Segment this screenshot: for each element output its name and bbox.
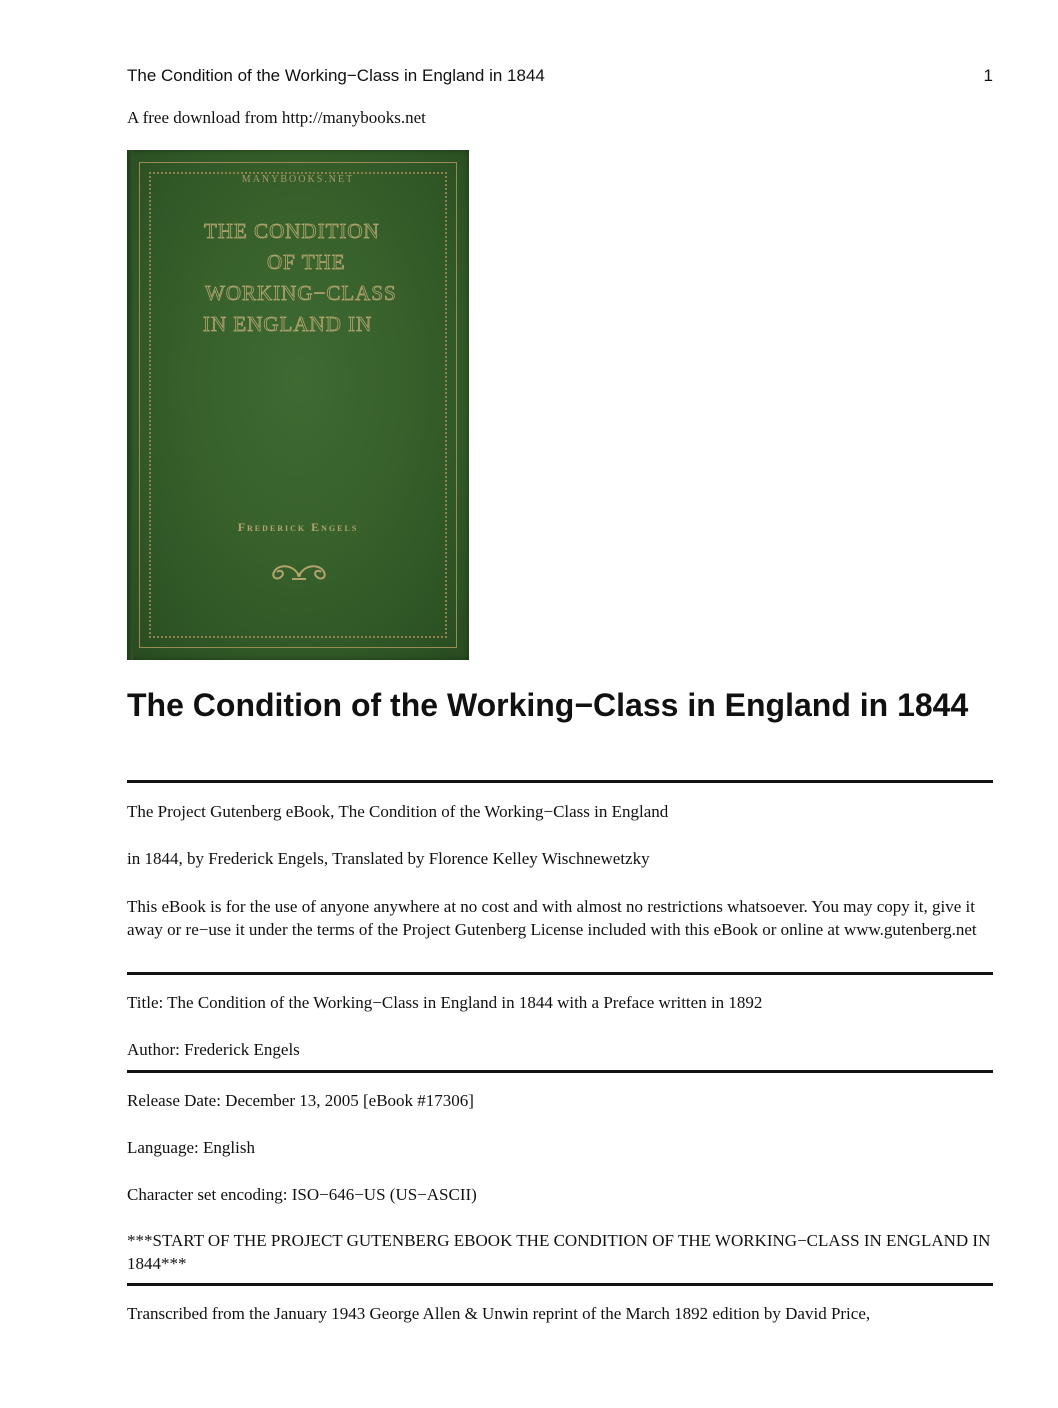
- cover-title-line: OF THE: [267, 250, 346, 274]
- horizontal-rule: [127, 972, 993, 975]
- running-header-title: The Condition of the Working−Class in England in 1844: [127, 66, 545, 85]
- gutenberg-line-2: in 1844, by Frederick Engels, Translated by Florence Kelley Wischnewetzky: [127, 849, 650, 868]
- cover-title-line: THE CONDITION: [204, 219, 380, 243]
- cover-title-line: WORKING−CLASS: [205, 281, 397, 305]
- meta-author: Author: Frederick Engels: [127, 1040, 300, 1059]
- page-number: 1: [983, 66, 993, 85]
- download-note: A free download from http://manybooks.net: [127, 108, 426, 127]
- page-title: The Condition of the Working−Class in England in 1844: [127, 687, 969, 723]
- cover-spine-edge: [127, 150, 133, 660]
- meta-title: Title: The Condition of the Working−Class in England in 1844 with a Preface written in 1892: [127, 993, 763, 1012]
- meta-encoding: Character set encoding: ISO−646−US (US−ASCII): [127, 1185, 477, 1204]
- cover-title: [197, 216, 457, 340]
- transcription-note: Transcribed from the January 1943 George Allen & Unwin reprint of the March 1892 edition by David Price,: [127, 1304, 871, 1323]
- cover-ornament-icon: [264, 560, 334, 584]
- cover-title-line: IN ENGLAND IN: [203, 312, 373, 336]
- horizontal-rule: [127, 1283, 993, 1286]
- running-header: [127, 66, 993, 90]
- book-cover-image: [127, 150, 469, 660]
- gutenberg-line-1: The Project Gutenberg eBook, The Condition of the Working−Class in England: [127, 802, 669, 821]
- cover-author: Frederick Engels: [237, 520, 359, 534]
- license-paragraph: This eBook is for the use of anyone anywhere at no cost and with almost no restrictions whatsoever. You may copy it, give it away or re−use it under the terms of the Project Gutenberg License included with this eBook or online at www.gutenberg.net: [127, 897, 977, 939]
- meta-release-date: Release Date: December 13, 2005 [eBook #17306]: [127, 1091, 474, 1110]
- meta-language: Language: English: [127, 1138, 255, 1157]
- cover-publisher: MANYBOOKS.NET: [241, 174, 355, 185]
- horizontal-rule: [127, 1070, 993, 1073]
- start-marker: ***START OF THE PROJECT GUTENBERG EBOOK THE CONDITION OF THE WORKING−CLASS IN ENGLAND IN 1844***: [127, 1231, 991, 1273]
- horizontal-rule: [127, 780, 993, 783]
